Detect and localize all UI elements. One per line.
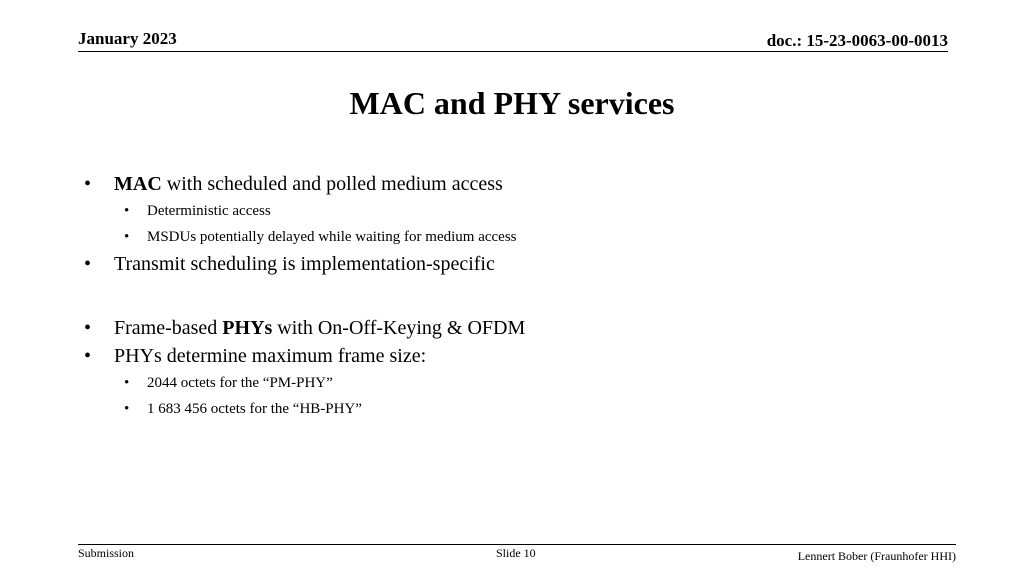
- spacer: [84, 278, 944, 314]
- bullet-dot: •: [84, 345, 92, 367]
- bullet-max-frame-size: [84, 342, 944, 370]
- bullet-dot: •: [84, 173, 92, 195]
- sub-bullet-text: 2044 octets for the “PM-PHY”: [147, 375, 333, 391]
- footer-slide-number: Slide 10: [496, 546, 536, 560]
- slide-title: MAC and PHY services: [349, 85, 675, 121]
- sub-bullet-deterministic: [84, 198, 944, 224]
- bullet-dot: •: [124, 375, 130, 391]
- bullet-dot: •: [124, 401, 130, 417]
- slide-content: [84, 170, 944, 422]
- bullet-phys-pre: Frame-based: [114, 317, 223, 339]
- header-date: January 2023: [78, 29, 177, 48]
- header-rule: [78, 51, 948, 52]
- footer-rule: [78, 544, 956, 545]
- bullet-transmit-scheduling: [84, 250, 944, 278]
- bullet-phys-post: with On-Off-Keying & OFDM: [272, 317, 526, 339]
- footer-author: Lennert Bober (Fraunhofer HHI): [797, 549, 956, 563]
- bullet-dot: •: [124, 203, 130, 219]
- sub-bullet-text: 1 683 456 octets for the “HB-PHY”: [147, 401, 362, 417]
- header-doc-number: doc.: 15-23-0063-00-0013: [766, 31, 948, 50]
- sub-bullet-pm-phy: [84, 370, 944, 396]
- bullet-frame-based-phys: [84, 314, 944, 342]
- sub-bullet-msdus: [84, 224, 944, 250]
- bullet-dot: •: [84, 317, 92, 339]
- sub-bullet-text: Deterministic access: [147, 203, 271, 219]
- bullet-dot: •: [84, 253, 92, 275]
- bullet-dot: •: [124, 229, 130, 245]
- bullet-text: Transmit scheduling is implementation-specific: [114, 253, 495, 275]
- bullet-mac: [84, 170, 944, 198]
- bullet-text: PHYs determine maximum frame size:: [114, 345, 427, 367]
- sub-bullet-text: MSDUs potentially delayed while waiting for medium access: [147, 229, 517, 245]
- bullet-phys-bold: PHYs: [222, 317, 273, 339]
- bullet-mac-text: with scheduled and polled medium access: [161, 173, 503, 195]
- bullet-mac-bold: MAC: [114, 173, 162, 195]
- sub-bullet-hb-phy: [84, 396, 944, 422]
- footer-submission: Submission: [78, 546, 135, 560]
